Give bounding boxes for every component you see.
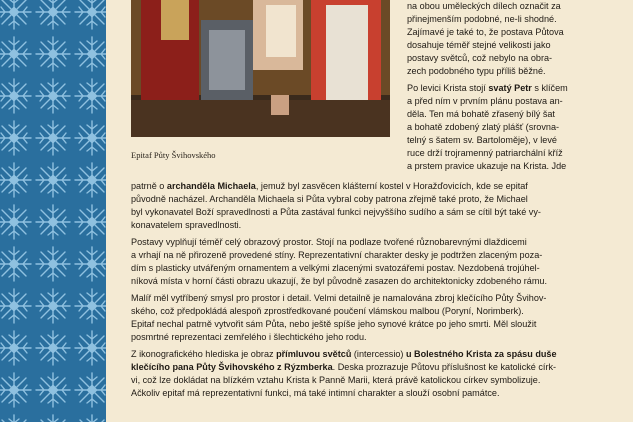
right-column-text [407, 0, 603, 173]
full-width-text [131, 180, 604, 400]
text-line [407, 65, 603, 78]
text-line [407, 52, 603, 65]
snowflake-icon [36, 0, 70, 29]
snowflake-icon [0, 121, 31, 155]
text-run: a bohatě zdobený zlatý plášť (srovna- [407, 122, 560, 132]
text-line [131, 348, 604, 361]
text-line [407, 147, 603, 160]
text-run: vi, což lze dokládat na blízkém vztahu Krista k Panně Marii, která právě katolickou církev symbolizuje. [131, 375, 541, 385]
bold-phrase: klečícího pana Půty Švihovského z Rýzmberka [131, 362, 333, 372]
snowflake-icon [36, 37, 70, 71]
text-run: a prstem pravice ukazuje na Krista. Jde [407, 161, 567, 171]
text-line [131, 292, 604, 305]
text-run: původně nacházel. Archanděla Michaela si Půta vybral coby patrona zřejmě také proto, že Michael [131, 194, 528, 204]
text-line [131, 193, 604, 206]
image-caption: Epitaf Půty Švihovského [131, 150, 216, 160]
text-line [131, 180, 604, 193]
text-line [407, 39, 603, 52]
text-line [131, 275, 604, 288]
text-run: s klíčem [531, 83, 568, 93]
epitaph-painting [131, 0, 390, 137]
text-line [131, 262, 604, 275]
snowflake-icon [0, 37, 31, 71]
snowflake-icon [75, 37, 106, 71]
text-run: dosahuje téměř stejné velikosti jako [407, 40, 551, 50]
text-run: Z ikonografického hlediska je obraz [131, 349, 277, 359]
text-run: přinejmenším podobné, ne-li shodné. [407, 14, 557, 24]
snowflake-icon [75, 79, 106, 113]
text-run: ruce drží trojramenný patriarchální kříž [407, 148, 563, 158]
snowflake-icon [0, 79, 31, 113]
text-run: (intercessio) [351, 349, 406, 359]
snowflake-icon [0, 163, 31, 197]
text-run: Postavy vyplňují téměř celý obrazový prostor. Stojí na podlaze tvořené různobarevnými dlaždicemi [131, 237, 527, 247]
text-line [407, 134, 603, 147]
text-line [407, 160, 603, 173]
snowflake-icon [75, 373, 106, 407]
text-line [131, 361, 604, 374]
text-run: Epitaf nechal patrně vytvořit sám Půta, nebo ještě spíše jeho synové krátce po jeho smrti. Měl sloužit [131, 319, 537, 329]
text-run: na obou uměleckých dílech označit za [407, 1, 561, 11]
text-line [407, 82, 603, 95]
text-run: postavy světců, což nebylo na obra- [407, 53, 553, 63]
snowflake-icon [36, 79, 70, 113]
snowflake-icon [75, 289, 106, 323]
snowflake-icon [36, 331, 70, 365]
text-run: děla. Ten má bohatě zřasený bílý šat [407, 109, 555, 119]
text-run: a vrhají na ně přirozeně provedené stíny. Reprezentativní charakter desky je podtržen zlaceným poza- [131, 250, 543, 260]
text-line [131, 387, 604, 400]
text-run: posmrtné reprezentaci zemřelého i šlechtického jeho rodu. [131, 332, 367, 342]
snowflake-icon [75, 205, 106, 239]
snowflake-icon [0, 0, 31, 29]
text-line [131, 305, 604, 318]
snowflake-icon [36, 205, 70, 239]
text-run: zech podobného typu příliš běžné. [407, 66, 546, 76]
snowflake-icon [0, 289, 31, 323]
snowflake-icon [75, 121, 106, 155]
bold-phrase: přímluvou světců [276, 349, 352, 359]
text-run: dím s plasticky utvářeným ornamentem a velkými zlacenými svatozářemi postav. Nezdobená trojúhel- [131, 263, 540, 273]
text-line [131, 331, 604, 344]
snowflake-icon [36, 163, 70, 197]
snowflake-icon [0, 415, 31, 422]
text-run: patrně o [131, 181, 167, 191]
text-run: Ačkoliv epitaf má reprezentativní funkci, má také intimní charakter a slouží osobní památce. [131, 388, 500, 398]
snowflake-icon [36, 415, 70, 422]
text-line [407, 121, 603, 134]
text-run: telný s šatem sv. Bartoloměje), v levé [407, 135, 557, 145]
snowflake-icon [75, 415, 106, 422]
decorative-sidebar [0, 0, 106, 422]
text-run: Zajímavé je také to, že postava Půtova [407, 27, 564, 37]
text-line [407, 0, 603, 13]
snowflake-pattern [0, 0, 106, 422]
bold-phrase: svatý Petr [488, 83, 532, 93]
snowflake-icon [75, 163, 106, 197]
text-line [407, 26, 603, 39]
bold-phrase: u Bolestného Krista za spásu duše [405, 349, 557, 359]
text-line [407, 108, 603, 121]
text-run: . Deska prozrazuje Půtovu příslušnost ke katolické círk- [332, 362, 557, 372]
snowflake-icon [36, 289, 70, 323]
text-line [131, 219, 604, 232]
text-line [131, 206, 604, 219]
text-run: , jemuž byl zasvěcen klášterní kostel v Horažďovicích, kde se epitaf [255, 181, 528, 191]
text-line [131, 318, 604, 331]
snowflake-icon [75, 247, 106, 281]
text-run: níková místa v horní části obrazu ukazují, že byl původně zasazen do architektonicky zdobeného rámu. [131, 276, 548, 286]
snowflake-icon [36, 121, 70, 155]
snowflake-icon [0, 373, 31, 407]
text-line [131, 374, 604, 387]
snowflake-icon [36, 247, 70, 281]
text-line [407, 13, 603, 26]
snowflake-icon [36, 373, 70, 407]
text-line [131, 249, 604, 262]
text-run: Po levici Krista stojí [407, 83, 489, 93]
snowflake-icon [0, 331, 31, 365]
text-run: ského, což předpokládá alespoň zprostředkované poučení vlámskou malbou (Poryní, Norimberk). [131, 306, 524, 316]
text-line [131, 236, 604, 249]
snowflake-icon [75, 331, 106, 365]
text-run: Malíř měl vytříbený smysl pro prostor i detail. Velmi detailně je namalována zbroj klečícího Půty Švihov- [131, 293, 547, 303]
bold-phrase: archanděla Michaela [166, 181, 256, 191]
text-run: konavatelem spravedlnosti. [131, 220, 242, 230]
snowflake-icon [75, 0, 106, 29]
text-line [407, 95, 603, 108]
text-run: a před ním v prvním plánu postava an- [407, 96, 563, 106]
snowflake-icon [0, 247, 31, 281]
text-run: byl vykonavatel Boží spravedlnosti a Půta zastával funkci nejvyššího sudího a sám se cítil být také vy- [131, 207, 541, 217]
snowflake-icon [0, 205, 31, 239]
